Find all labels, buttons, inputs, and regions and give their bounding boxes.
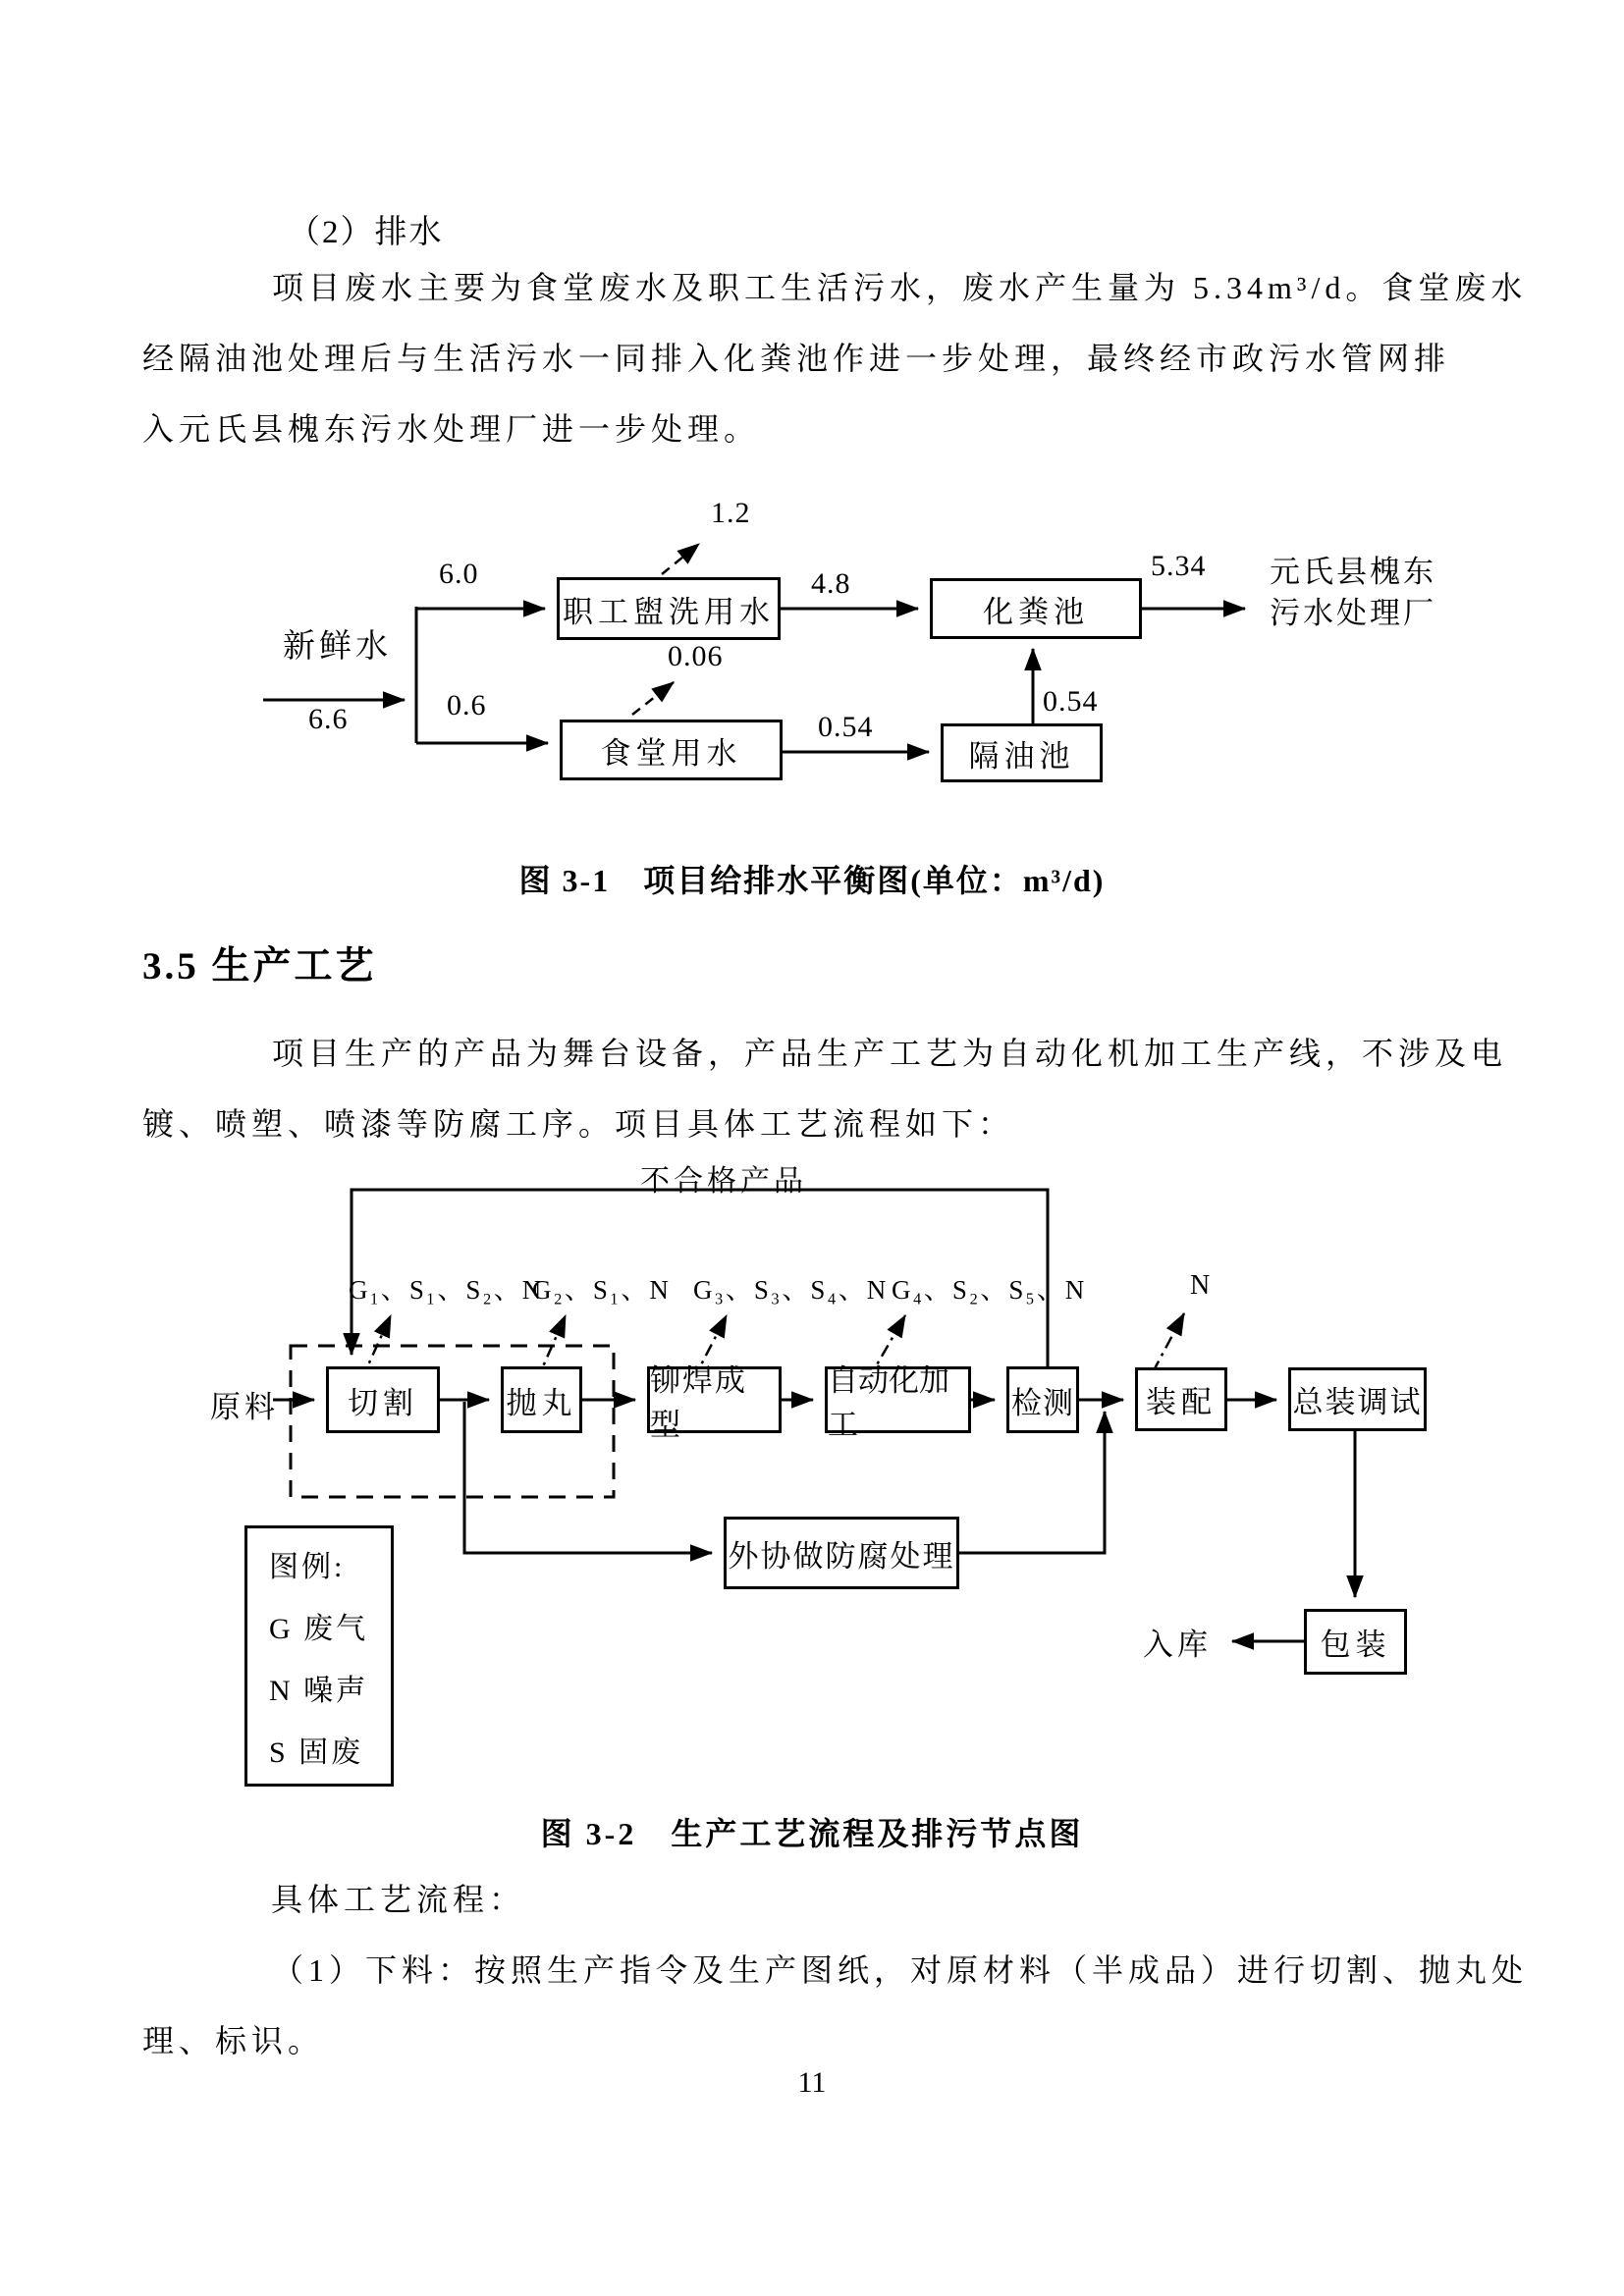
fig1-branch-top-value: 6.0 <box>439 558 479 590</box>
para1-line3: 入元氏县槐东污水处理厂进一步处理。 <box>142 411 761 447</box>
fig1-canteen-water-box: 食堂用水 <box>560 720 783 780</box>
fig2-step-automated-machining-box: 自动化加工 <box>825 1366 971 1433</box>
fig2-step-final-assembly-box: 总装调试 <box>1288 1367 1427 1431</box>
fig2-emission-group-4: G₄、S₂、S₅、N <box>892 1275 1087 1305</box>
fig1-wash-water-box: 职工盥洗用水 <box>557 577 781 640</box>
fig2-assemble-noise-arrow <box>1153 1313 1184 1372</box>
fig2-input-label: 原料 <box>210 1390 279 1424</box>
fig1-wash-out-value: 4.8 <box>811 567 851 600</box>
fig2-packing-box: 包装 <box>1304 1609 1407 1675</box>
fig1-septic-out-value: 5.34 <box>1151 550 1207 582</box>
fig1-source-value: 6.6 <box>308 703 349 735</box>
fig1-wash-loss-dashed-arrow <box>662 544 699 574</box>
fig2-step-shot-blasting-box: 抛丸 <box>501 1366 582 1433</box>
fig1-canteen-loss-dashed-arrow <box>632 682 674 715</box>
fig2-legend-title: 图例: <box>269 1551 346 1583</box>
fig1-wash-loss-value: 1.2 <box>711 497 751 529</box>
heading-section-3-5: 3.5 生产工艺 <box>142 945 377 988</box>
fig1-canteen-loss-value: 0.06 <box>668 640 724 672</box>
fig2-emission-group-2: G₂、S₁、N <box>532 1275 671 1305</box>
fig2-legend-item-gas: G 废气 <box>269 1613 369 1645</box>
fig1-oil-out-value: 0.54 <box>1043 685 1099 718</box>
fig2-legend-box <box>244 1525 394 1787</box>
fig1-branch-bottom-value: 0.6 <box>447 689 487 721</box>
fig2-emission-group-1: G₁、S₁、S₂、N <box>349 1275 544 1305</box>
fig2-reject-label: 不合格产品 <box>640 1165 807 1198</box>
para4-line1: （1）下料：按照生产指令及生产图纸，对原材料（半成品）进行切割、抛丸处 <box>272 1952 1529 1988</box>
fig1-treatment-plant-line1: 元氏县槐东 <box>1270 555 1436 589</box>
figure1-caption: 图 3-1 项目给排水平衡图(单位：m³/d) <box>518 863 1106 898</box>
para4-line2: 理、标识。 <box>142 2023 325 2058</box>
fig1-source-label: 新鲜水 <box>283 629 392 665</box>
fig2-reject-feedback-line <box>352 1190 1048 1366</box>
para2-line2: 镀、喷塑、喷漆等防腐工序。项目具体工艺流程如下： <box>142 1106 1015 1142</box>
fig2-noise-label: N <box>1190 1270 1213 1301</box>
fig1-canteen-out-value: 0.54 <box>818 711 874 743</box>
fig2-legend-item-noise: N 噪声 <box>269 1675 369 1707</box>
para3-line: 具体工艺流程： <box>271 1882 526 1917</box>
fig2-outsource-anticorrosion-box: 外协做防腐处理 <box>724 1517 959 1589</box>
para2-line1: 项目生产的产品为舞台设备，产品生产工艺为自动化机加工生产线，不涉及电 <box>272 1036 1508 1071</box>
para1-line2: 经隔油池处理后与生活污水一同排入化粪池作进一步处理，最终经市政污水管网排 <box>142 341 1451 376</box>
figure2-caption: 图 3-2 生产工艺流程及排污节点图 <box>540 1816 1084 1851</box>
fig2-legend-item-solid-waste: S 固废 <box>269 1736 364 1769</box>
fig2-step-assembly-box: 装配 <box>1135 1367 1227 1431</box>
heading-drainage: （2）排水 <box>288 215 444 250</box>
fig1-oil-separator-box: 隔油池 <box>941 723 1103 782</box>
fig2-step-inspection-box: 检测 <box>1006 1366 1079 1433</box>
page-number: 11 <box>797 2066 827 2099</box>
fig2-warehouse-label: 入库 <box>1143 1628 1212 1662</box>
fig2-step-riveting-welding-box: 铆焊成型 <box>647 1366 782 1433</box>
fig1-septic-tank-box: 化粪池 <box>930 578 1142 639</box>
fig2-emission-group-3: G₃、S₃、S₄、N <box>693 1275 889 1305</box>
fig2-step-cutting-box: 切割 <box>326 1366 440 1433</box>
para1-line1: 项目废水主要为食堂废水及职工生活污水，废水产生量为 5.34m³/d。食堂废水 <box>272 270 1528 305</box>
fig1-treatment-plant-line2: 污水处理厂 <box>1270 596 1436 630</box>
